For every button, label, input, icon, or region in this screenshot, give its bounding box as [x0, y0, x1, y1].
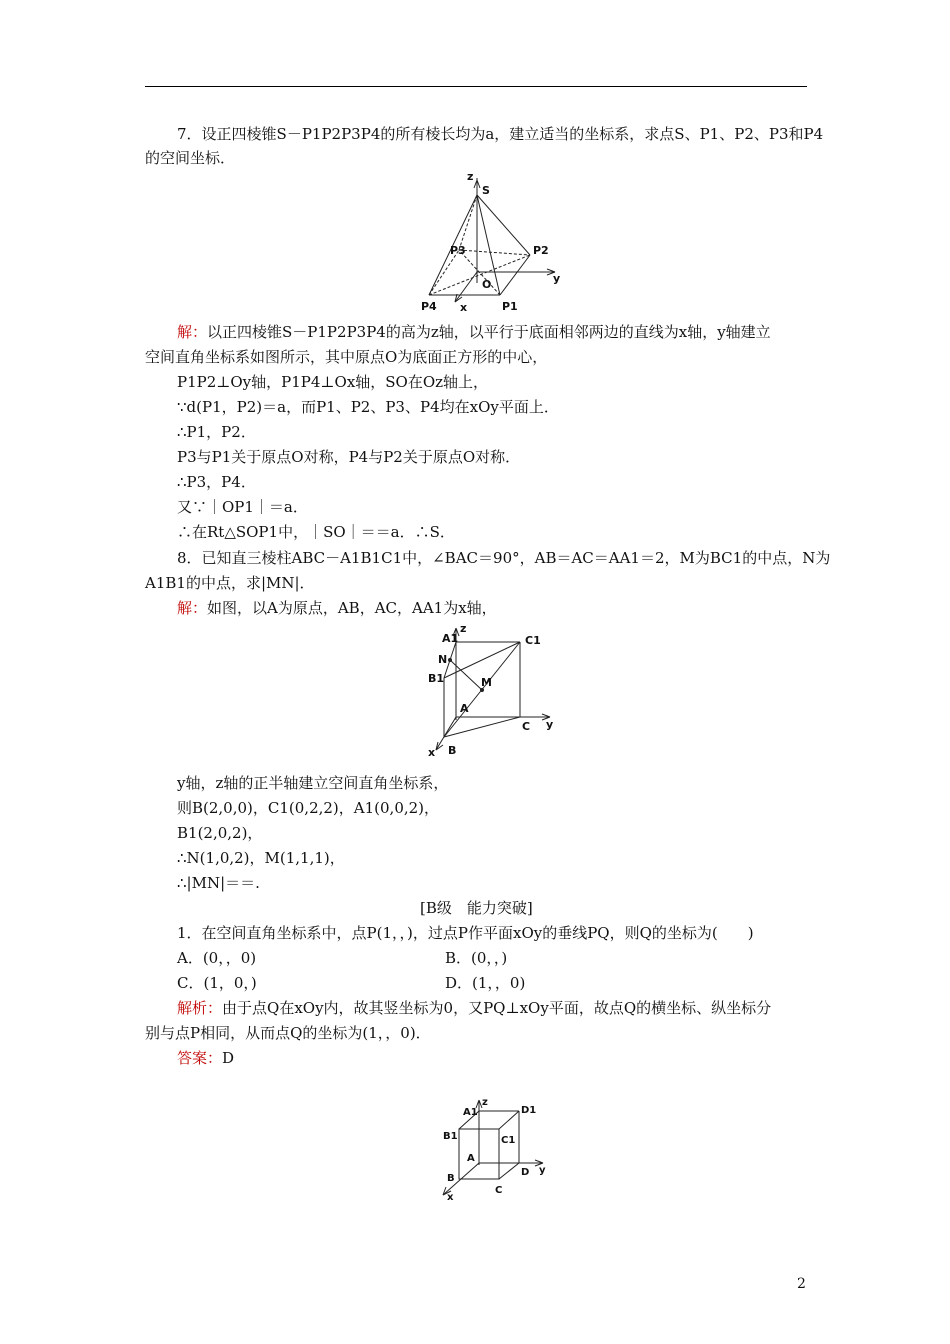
label-d: D	[521, 1167, 530, 1178]
problem-7-line-1: 7．设正四棱锥S－P1P2P3P4的所有棱长均为a，建立适当的坐标系，求点S、P1、P2、P3和P4	[177, 125, 824, 143]
solution-7-line-3: P1P2⊥Oy轴，P1P4⊥Ox轴，SO在Oz轴上，	[177, 373, 489, 391]
label-b: B	[447, 1173, 455, 1184]
analysis-line-2: 别与点P相同，从而点Q的坐标为(1，，0)．	[145, 1024, 431, 1042]
section-b-title: [B级 能力突破]	[420, 899, 533, 917]
solution-7-line-6: P3与P1关于原点O对称，P4与P2关于原点O对称．	[177, 448, 521, 466]
cube-figure	[435, 1095, 555, 1205]
lateral-edge-sp2	[477, 195, 530, 255]
option-a: A．(0，，0)	[177, 949, 257, 967]
label-y: y	[539, 1165, 546, 1176]
page-number: 2	[797, 1276, 806, 1292]
option-c: C．(1，0，)	[177, 974, 257, 992]
label-p4: P4	[421, 300, 437, 313]
label-p2: P2	[533, 244, 549, 257]
solution-8-line-1: 解：如图，以A为原点，AB，AC，AA1为x轴，	[177, 599, 497, 617]
solution-7-line-2: 空间直角坐标系如图所示，其中原点O为底面正方形的中心，	[145, 348, 548, 366]
answer-prefix: 答案：	[177, 1049, 223, 1067]
label-x: x	[447, 1192, 454, 1203]
label-c1: C1	[501, 1135, 516, 1146]
label-y: y	[546, 718, 554, 731]
solution-7-line-8: 又∵｜OP1｜＝a．	[177, 498, 308, 516]
solution-8-line-3: 则B(2,0,0)，C1(0,2,2)，A1(0,0,2)，	[177, 799, 440, 817]
option-b: B．(0，，)	[445, 949, 508, 967]
label-n: N	[438, 653, 448, 666]
solution-7-line-7: ∴P3，P4．	[177, 473, 256, 491]
answer-line	[177, 1048, 234, 1068]
question-b1-line-1: 1．在空间直角坐标系中，点P(1，，)，过点P作平面xOy的垂线PQ，则Q的坐标为( )	[177, 924, 754, 942]
label-d1: D1	[521, 1105, 537, 1116]
label-c1: C1	[525, 634, 541, 647]
problem-8-line-2: A1B1的中点，求|MN|．	[145, 574, 315, 592]
header-rule	[145, 86, 807, 87]
problem-7-line-2: 的空间坐标．	[145, 149, 236, 167]
solution-8-line-6: ∴|MN|＝＝.	[177, 874, 260, 892]
solution-8-prefix: 解：	[177, 599, 208, 617]
label-c: C	[495, 1185, 503, 1196]
label-a: A	[467, 1153, 475, 1164]
label-x: x	[460, 301, 468, 314]
segment-nm	[450, 660, 482, 690]
edge-b1c1	[444, 642, 520, 678]
label-z: z	[460, 622, 467, 635]
label-a1: A1	[463, 1107, 478, 1118]
label-s: S	[482, 184, 490, 197]
solution-8-line-5: ∴N(1,0,2)，M(1,1,1)，	[177, 849, 345, 867]
answer-value: D	[222, 1049, 235, 1067]
prism-figure	[420, 620, 570, 760]
label-b1: B1	[428, 672, 445, 685]
label-a: A	[460, 702, 469, 715]
pyramid-figure	[415, 170, 565, 315]
solution-7-line-1: 解：以正四棱锥S－P1P2P3P4的高为z轴，以平行于底面相邻两边的直线为x轴，y轴建立	[177, 323, 771, 341]
label-z: z	[482, 1097, 488, 1108]
option-d: D．(1，，0)	[445, 974, 526, 992]
point-n	[448, 658, 452, 662]
problem-8-line-1: 8．已知直三棱柱ABC－A1B1C1中，∠BAC＝90°，AB＝AC＝AA1＝2，M为BC1的中点，N为	[177, 549, 831, 567]
solution-8-line-4: B1(2,0,2)，	[177, 824, 263, 842]
solution-8-line-2: y轴，z轴的正半轴建立空间直角坐标系，	[177, 774, 449, 792]
label-c: C	[522, 720, 531, 733]
solution-7-prefix: 解：	[177, 323, 208, 341]
label-p3: P3	[450, 244, 466, 257]
base-edge-back	[459, 250, 530, 255]
label-a1: A1	[442, 632, 459, 645]
analysis-line-1: 解析：由于点Q在xOy内，故其竖坐标为0，又PQ⊥xOy平面，故点Q的横坐标、纵坐标分	[177, 999, 772, 1017]
lateral-edge-sp3	[459, 195, 477, 250]
label-m: M	[481, 676, 492, 689]
analysis-prefix: 解析：	[177, 999, 223, 1017]
label-z: z	[467, 170, 474, 183]
label-y: y	[553, 272, 561, 285]
label-b: B	[448, 744, 457, 757]
label-x: x	[428, 746, 436, 759]
solution-7-line-4: ∵d(P1，P2)＝a，而P1、P2、P3、P4均在xOy平面上．	[177, 398, 559, 416]
solution-7-line-5: ∴P1，P2．	[177, 423, 256, 441]
edge-bc	[444, 717, 520, 737]
solution-7-line-9: ∴在Rt△SOP1中，｜SO｜＝＝a．∴S．	[177, 523, 455, 541]
label-p1: P1	[502, 300, 518, 313]
x-axis-line	[455, 272, 477, 302]
label-b1: B1	[443, 1131, 458, 1142]
label-o: O	[482, 278, 492, 291]
